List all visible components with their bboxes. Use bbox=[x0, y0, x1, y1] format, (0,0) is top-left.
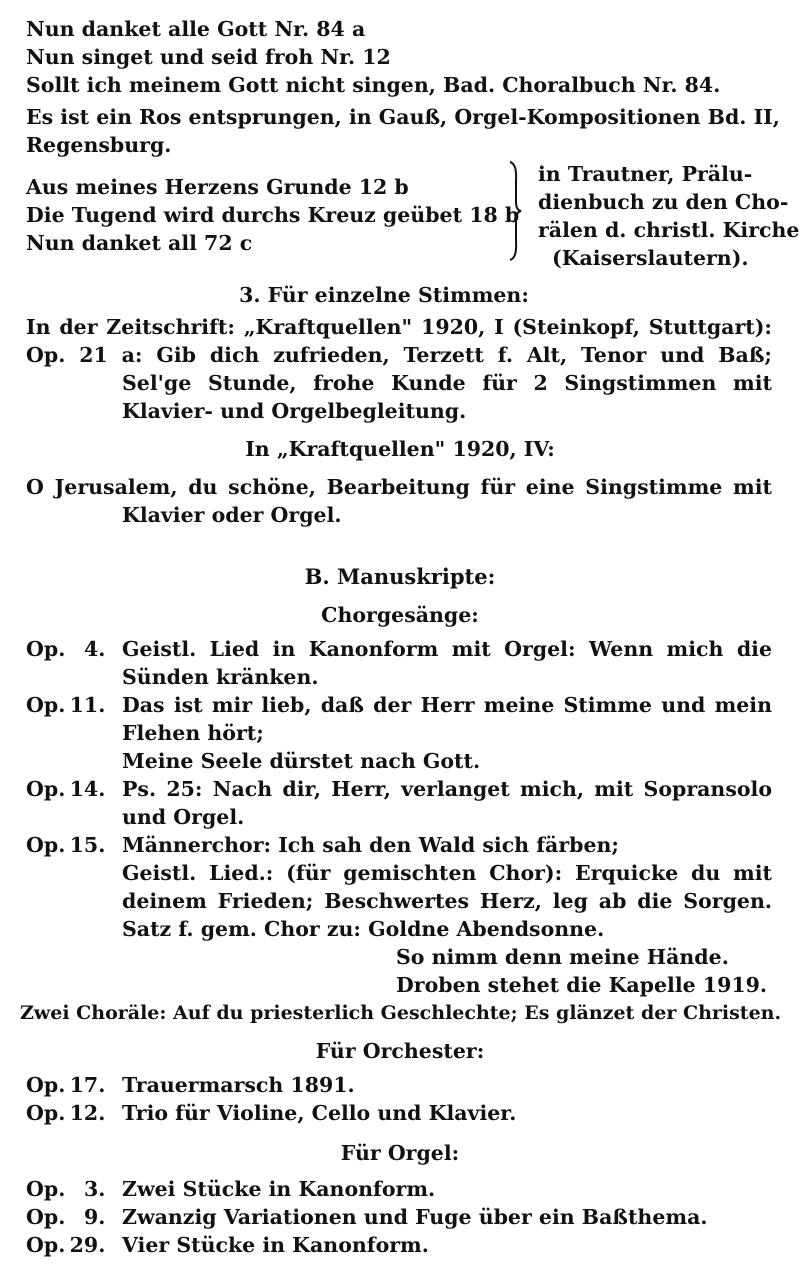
opus-number: Op. 12. bbox=[26, 1101, 106, 1125]
section-heading: B. Manuskripte: bbox=[304, 564, 496, 589]
text-line: Satz f. gem. Chor zu: Goldne Abendsonne. bbox=[122, 917, 605, 941]
subheading: Für Orgel: bbox=[340, 1141, 460, 1165]
text-line: Op. 21 a: Gib dich zufrieden, Terzett f. Alt, Tenor und Baß; bbox=[26, 343, 772, 367]
text-line: Zwei Stücke in Kanonform. bbox=[122, 1177, 436, 1201]
text-line: Droben stehet die Kapelle 1919. bbox=[396, 973, 768, 997]
text-line: Geistl. Lied in Kanonform mit Orgel: Wenn mich die bbox=[122, 637, 772, 661]
text-line: Es ist ein Ros entsprungen, in Gauß, Orgel-Kompositionen Bd. II, bbox=[26, 105, 780, 129]
trautner-note-line: (Kaiserslautern). bbox=[552, 246, 749, 270]
text-line: Meine Seele dürstet nach Gott. bbox=[122, 749, 481, 773]
text-line: Nun singet und seid froh Nr. 12 bbox=[26, 45, 391, 69]
right-brace bbox=[508, 160, 522, 262]
text-line: Das ist mir lieb, daß der Herr meine Stimme und mein bbox=[122, 693, 772, 717]
opus-number: Op. 11. bbox=[26, 693, 106, 717]
subheading: Für Orchester: bbox=[315, 1039, 485, 1063]
subheading: In „Kraftquellen" 1920, IV: bbox=[245, 437, 555, 461]
text-line: In der Zeitschrift: „Kraftquellen" 1920, I (Steinkopf, Stuttgart): bbox=[26, 315, 772, 339]
text-line: und Orgel. bbox=[122, 805, 245, 829]
text-line: Flehen hört; bbox=[122, 721, 264, 745]
trautner-line: Die Tugend wird durchs Kreuz geübet 18 b bbox=[26, 203, 520, 227]
opus-number: Op. 15. bbox=[26, 833, 106, 857]
text-line: So nimm denn meine Hände. bbox=[396, 945, 729, 969]
text-line: Sünden kränken. bbox=[122, 665, 319, 689]
opus-number: Op. 4. bbox=[26, 637, 106, 661]
trautner-note-line: rälen d. christl. Kirche bbox=[538, 218, 800, 242]
trautner-note-line: in Trautner, Prälu- bbox=[538, 162, 753, 186]
text-line: Ps. 25: Nach dir, Herr, verlanget mich, mit Sopransolo bbox=[122, 777, 772, 801]
text-line: Zwanzig Variationen und Fuge über ein Baßthema. bbox=[122, 1205, 708, 1229]
text-line: Nun danket alle Gott Nr. 84 a bbox=[26, 17, 366, 41]
trautner-line: Aus meines Herzens Grunde 12 b bbox=[26, 175, 409, 199]
text-line: Sel'ge Stunde, frohe Kunde für 2 Singstimmen mit bbox=[122, 371, 772, 395]
text-line: Klavier- und Orgelbegleitung. bbox=[122, 399, 467, 423]
trautner-note-line: dienbuch zu den Cho- bbox=[538, 190, 789, 214]
text-line: Trauermarsch 1891. bbox=[122, 1073, 355, 1097]
text-line: Regensburg. bbox=[26, 133, 172, 157]
text-line: Geistl. Lied.: (für gemischten Chor): Erquicke du mit bbox=[122, 861, 772, 885]
text-line: Zwei Choräle: Auf du priesterlich Geschlechte; Es glänzet der Christen. bbox=[20, 1002, 782, 1024]
text-line: deinem Frieden; Beschwertes Herz, leg ab die Sorgen. bbox=[122, 889, 772, 913]
text-line: Klavier oder Orgel. bbox=[122, 503, 342, 527]
subheading: Chorgesänge: bbox=[321, 603, 479, 627]
trautner-line: Nun danket all 72 c bbox=[26, 231, 253, 255]
text-line: O Jerusalem, du schöne, Bearbeitung für eine Singstimme mit bbox=[26, 475, 772, 499]
text-line: Trio für Violine, Cello und Klavier. bbox=[122, 1101, 517, 1125]
opus-number: Op. 14. bbox=[26, 777, 106, 801]
section-heading: 3. Für einzelne Stimmen: bbox=[239, 283, 529, 307]
opus-number: Op. 9. bbox=[26, 1205, 106, 1229]
opus-number: Op. 3. bbox=[26, 1177, 106, 1201]
text-line: Vier Stücke in Kanonform. bbox=[122, 1233, 429, 1257]
opus-number: Op. 17. bbox=[26, 1073, 106, 1097]
text-line: Männerchor: Ich sah den Wald sich färben; bbox=[122, 833, 619, 857]
opus-number: Op. 29. bbox=[26, 1233, 106, 1257]
text-line: Sollt ich meinem Gott nicht singen, Bad. Choralbuch Nr. 84. bbox=[26, 73, 721, 97]
